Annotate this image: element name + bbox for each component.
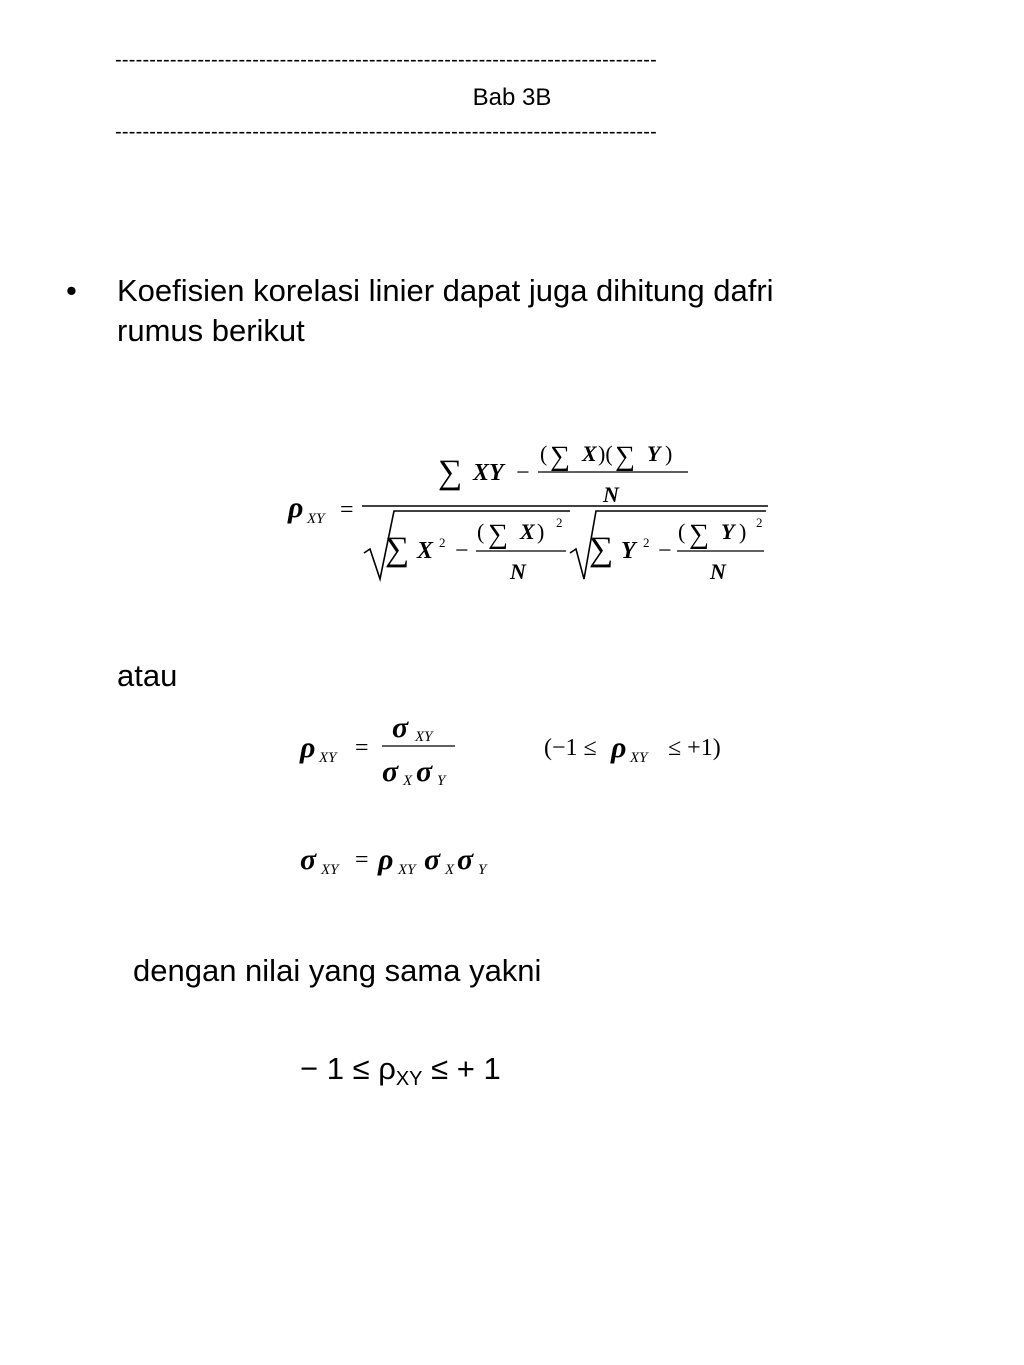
svg-text:ρ: ρ (300, 731, 316, 764)
svg-text:(: ( (678, 519, 686, 544)
svg-text:σ: σ (392, 711, 409, 744)
rho-symbol: ρ (288, 491, 304, 524)
range-open: (−1 ≤ (544, 735, 597, 761)
svg-text:): ) (739, 519, 747, 544)
svg-text:(: ( (540, 441, 548, 466)
svg-text:2: 2 (439, 535, 446, 550)
atau-label: atau (117, 658, 178, 693)
svg-text:−: − (658, 538, 672, 564)
equals-sign: = (340, 497, 354, 523)
sum-icon: ∑ (488, 519, 508, 550)
svg-text:ρ: ρ (611, 731, 627, 764)
svg-text:−: − (455, 538, 469, 564)
rho-subscript: XY (307, 511, 325, 527)
svg-text:X: X (445, 862, 455, 878)
svg-text:Y: Y (621, 538, 636, 564)
svg-text:XY: XY (319, 750, 337, 766)
svg-text:)(: )( (598, 441, 613, 466)
dengan-text: dengan nilai yang sama yakni (133, 953, 542, 988)
range-left: − 1 ≤ ρ (300, 1051, 396, 1086)
svg-text:XY: XY (398, 862, 416, 878)
svg-text:Y: Y (478, 862, 487, 878)
range-expression (300, 1050, 501, 1098)
svg-text:N: N (710, 559, 726, 584)
sum-icon: ∑ (589, 531, 614, 568)
range-close: ≤ +1) (668, 735, 721, 761)
num-minus: − (516, 460, 530, 486)
svg-text:XY: XY (321, 862, 339, 878)
header-bottom-rule: ------------------------------------------------------------------------------- (115, 121, 657, 143)
range-subscript: XY (395, 1068, 423, 1090)
svg-text:Y: Y (437, 773, 446, 789)
svg-text:2: 2 (556, 515, 563, 530)
num-xy: XY (473, 460, 504, 486)
svg-text:(: ( (477, 519, 485, 544)
sigma-xy-formula (290, 835, 520, 890)
svg-text:ρ: ρ (378, 843, 394, 876)
svg-text:σ: σ (424, 843, 441, 876)
svg-text:XY: XY (415, 729, 433, 745)
bullet-marker: • (66, 273, 77, 308)
svg-text:2: 2 (643, 535, 650, 550)
svg-text:σ: σ (457, 843, 474, 876)
svg-text:X: X (403, 773, 413, 789)
sum-icon: ∑ (615, 441, 635, 472)
rho-sigma-formula (290, 705, 750, 800)
svg-text:σ: σ (416, 755, 433, 788)
svg-text:=: = (355, 735, 369, 761)
svg-text:=: = (355, 847, 369, 873)
svg-text:Y: Y (721, 519, 735, 544)
sum-icon: ∑ (689, 519, 709, 550)
bullet-line-2: rumus berikut (117, 313, 305, 348)
svg-text:2: 2 (756, 515, 763, 530)
sum-icon: ∑ (385, 531, 410, 568)
svg-text:): ) (537, 519, 545, 544)
header-top-rule: ------------------------------------------------------------------------------- (115, 49, 657, 71)
svg-text:X: X (520, 519, 535, 544)
svg-text:N: N (603, 482, 619, 507)
sum-icon: ∑ (550, 441, 570, 472)
svg-text:N: N (510, 559, 526, 584)
svg-text:σ: σ (382, 755, 399, 788)
svg-text:σ: σ (300, 843, 317, 876)
svg-text:Y: Y (647, 441, 661, 466)
page-title: Bab 3B (472, 84, 552, 111)
correlation-sum-formula (280, 425, 780, 595)
svg-text:X: X (582, 441, 597, 466)
svg-text:X: X (417, 538, 434, 564)
svg-text:XY: XY (630, 750, 648, 766)
sum-icon: ∑ (438, 454, 463, 491)
range-right: ≤ + 1 (422, 1051, 501, 1086)
bullet-line-1: Koefisien korelasi linier dapat juga dihitung dafri (117, 273, 774, 308)
svg-text:): ) (665, 441, 673, 466)
